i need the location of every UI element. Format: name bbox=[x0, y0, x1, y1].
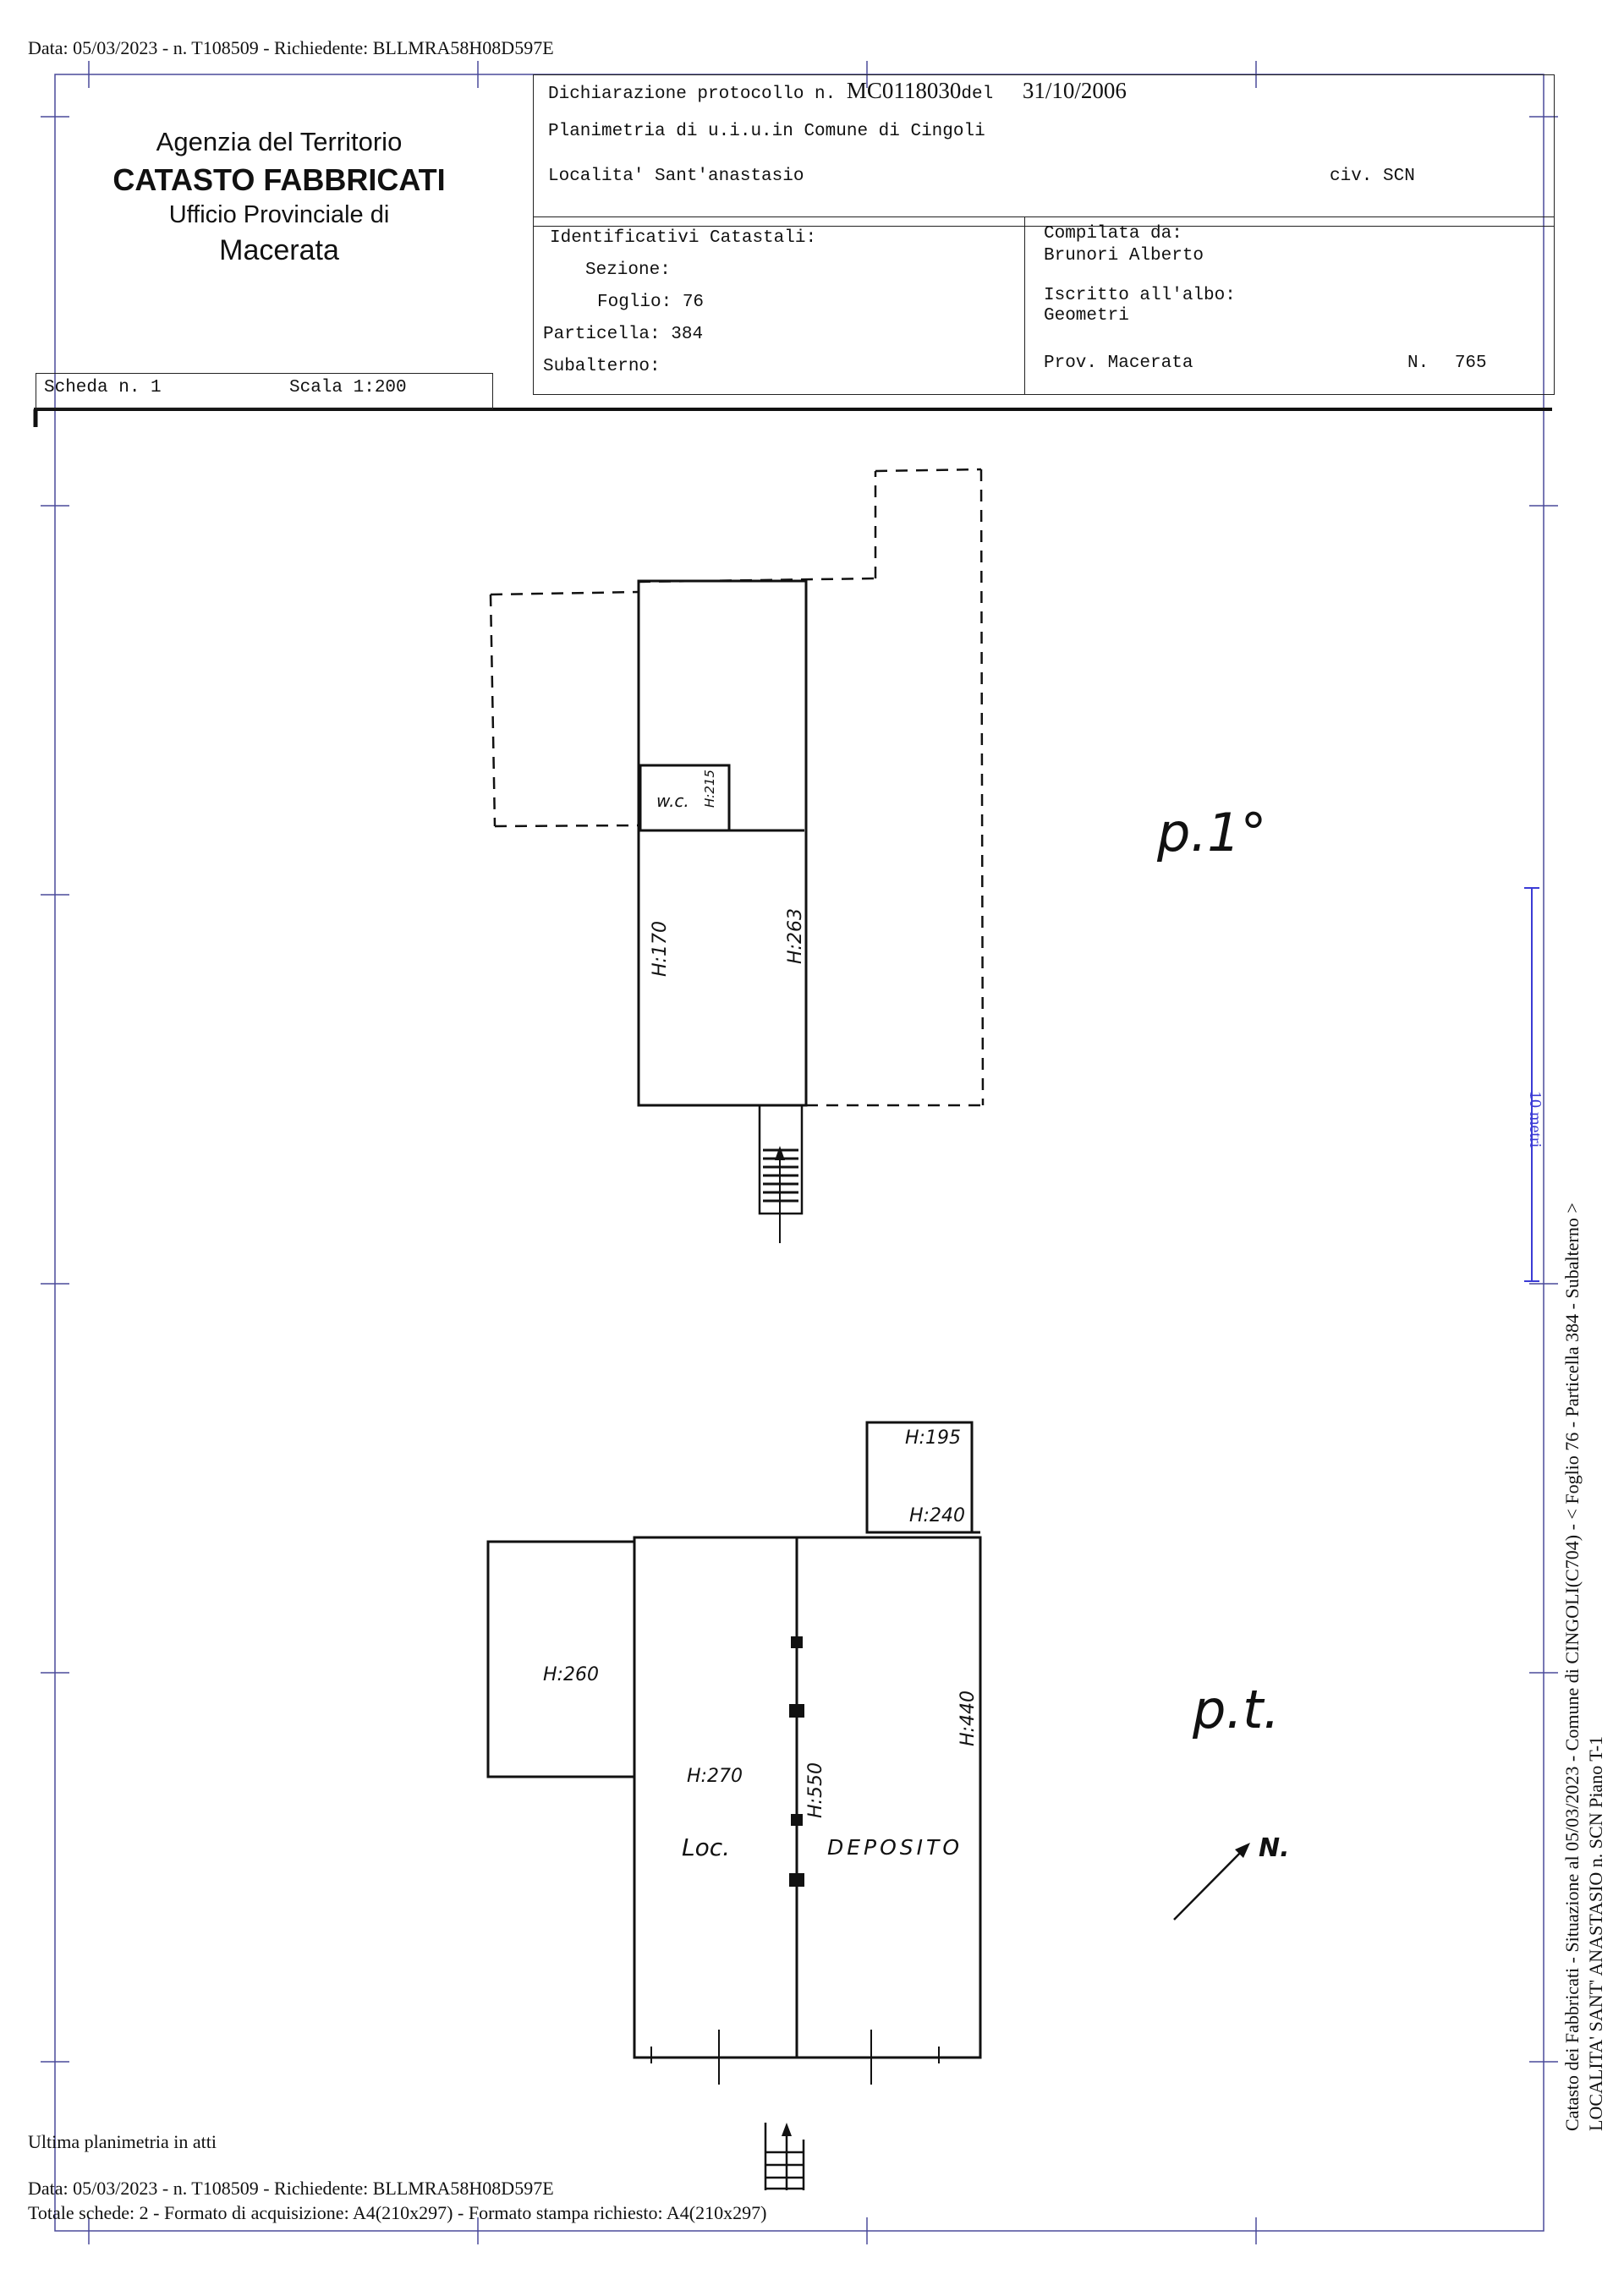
ultima-planimetria: Ultima planimetria in atti bbox=[28, 2131, 217, 2152]
compilata-label: Compilata da: bbox=[1044, 224, 1182, 244]
civico: civ. SCN bbox=[1330, 167, 1415, 186]
footer-totale-line: Totale schede: 2 - Formato di acquisizione: A4(210x297) - Formato stampa richiesto: A4(210x297) bbox=[28, 2202, 767, 2223]
ground-floor-label: p.t. bbox=[1193, 1679, 1281, 1740]
planimetria-line: Planimetria di u.i.u.in Comune di Cingoli bbox=[548, 122, 985, 141]
dashed-outline bbox=[491, 469, 983, 1105]
height-260: H:260 bbox=[543, 1664, 599, 1685]
height-170: H:170 bbox=[650, 921, 671, 977]
foglio-value: 76 bbox=[682, 293, 705, 312]
height-195: H:195 bbox=[905, 1427, 961, 1449]
particella-label: Particella: bbox=[543, 325, 661, 344]
deposito-label: DEPOSITO bbox=[827, 1835, 963, 1860]
top-meta-line: Data: 05/03/2023 - n. T108509 - Richiedente: BLLMRA58H08D597E bbox=[28, 37, 554, 58]
north-label: N. bbox=[1259, 1833, 1290, 1863]
loc-label: Loc. bbox=[682, 1833, 731, 1861]
footer-data-line: Data: 05/03/2023 - n. T108509 - Richiedente: BLLMRA58H08D597E bbox=[28, 2178, 554, 2199]
albo-number-label: N. bbox=[1407, 353, 1429, 373]
protocol-del: del bbox=[961, 85, 994, 104]
localita-line: Localita' Sant'anastasio bbox=[548, 167, 804, 186]
first-floor-label: p.1° bbox=[1157, 802, 1267, 863]
side-text-line2: LOCALITA' SANT' ANASTASIO n. SCN Piano T-1 bbox=[1585, 1735, 1606, 2131]
scala-value: Scala 1:200 bbox=[289, 378, 407, 397]
agency-name: Agenzia del Territorio bbox=[156, 127, 403, 156]
protocol-number: MC0118030 bbox=[846, 78, 962, 103]
height-440: H:440 bbox=[957, 1690, 979, 1746]
subalterno-label: Subalterno: bbox=[543, 357, 661, 376]
albo-number-value: 765 bbox=[1454, 353, 1487, 373]
height-wc: H:215 bbox=[702, 770, 717, 808]
agency-section: CATASTO FABBRICATI bbox=[112, 162, 446, 197]
height-550: H:550 bbox=[805, 1762, 826, 1818]
identificativi-title: Identificativi Catastali: bbox=[550, 228, 817, 248]
compilata-name: Brunori Alberto bbox=[1044, 246, 1204, 266]
agency-city: Macerata bbox=[219, 234, 339, 266]
north-arrow bbox=[1174, 1845, 1248, 1920]
sezione-label: Sezione: bbox=[585, 260, 671, 280]
side-text-line1: Catasto dei Fabbricati - Situazione al 05/03/2023 - Comune di CINGOLI(C704) - < Foglio 76 - Particella 384 - Subalterno > bbox=[1561, 1203, 1583, 2131]
particella-value: 384 bbox=[671, 325, 704, 344]
protocol-date: 31/10/2006 bbox=[1022, 78, 1127, 103]
scheda-number: Scheda n. 1 bbox=[44, 378, 162, 397]
first-floor-outline bbox=[639, 581, 806, 1105]
height-240: H:240 bbox=[909, 1505, 965, 1526]
annex-room bbox=[488, 1542, 634, 1777]
protocol-label: Dichiarazione protocollo n. bbox=[548, 85, 837, 104]
height-270: H:270 bbox=[687, 1766, 743, 1787]
iscritto-label: Iscritto all'albo: bbox=[1044, 286, 1236, 305]
scale-bar-label: 10 metri bbox=[1526, 1091, 1544, 1148]
albo-value: Geometri bbox=[1044, 306, 1129, 326]
agency-office: Ufficio Provinciale di bbox=[168, 201, 390, 228]
prov-value: Prov. Macerata bbox=[1044, 353, 1193, 373]
height-263: H:263 bbox=[785, 908, 806, 964]
wc-label: w.c. bbox=[656, 791, 689, 811]
foglio-label: Foglio: bbox=[597, 293, 672, 312]
